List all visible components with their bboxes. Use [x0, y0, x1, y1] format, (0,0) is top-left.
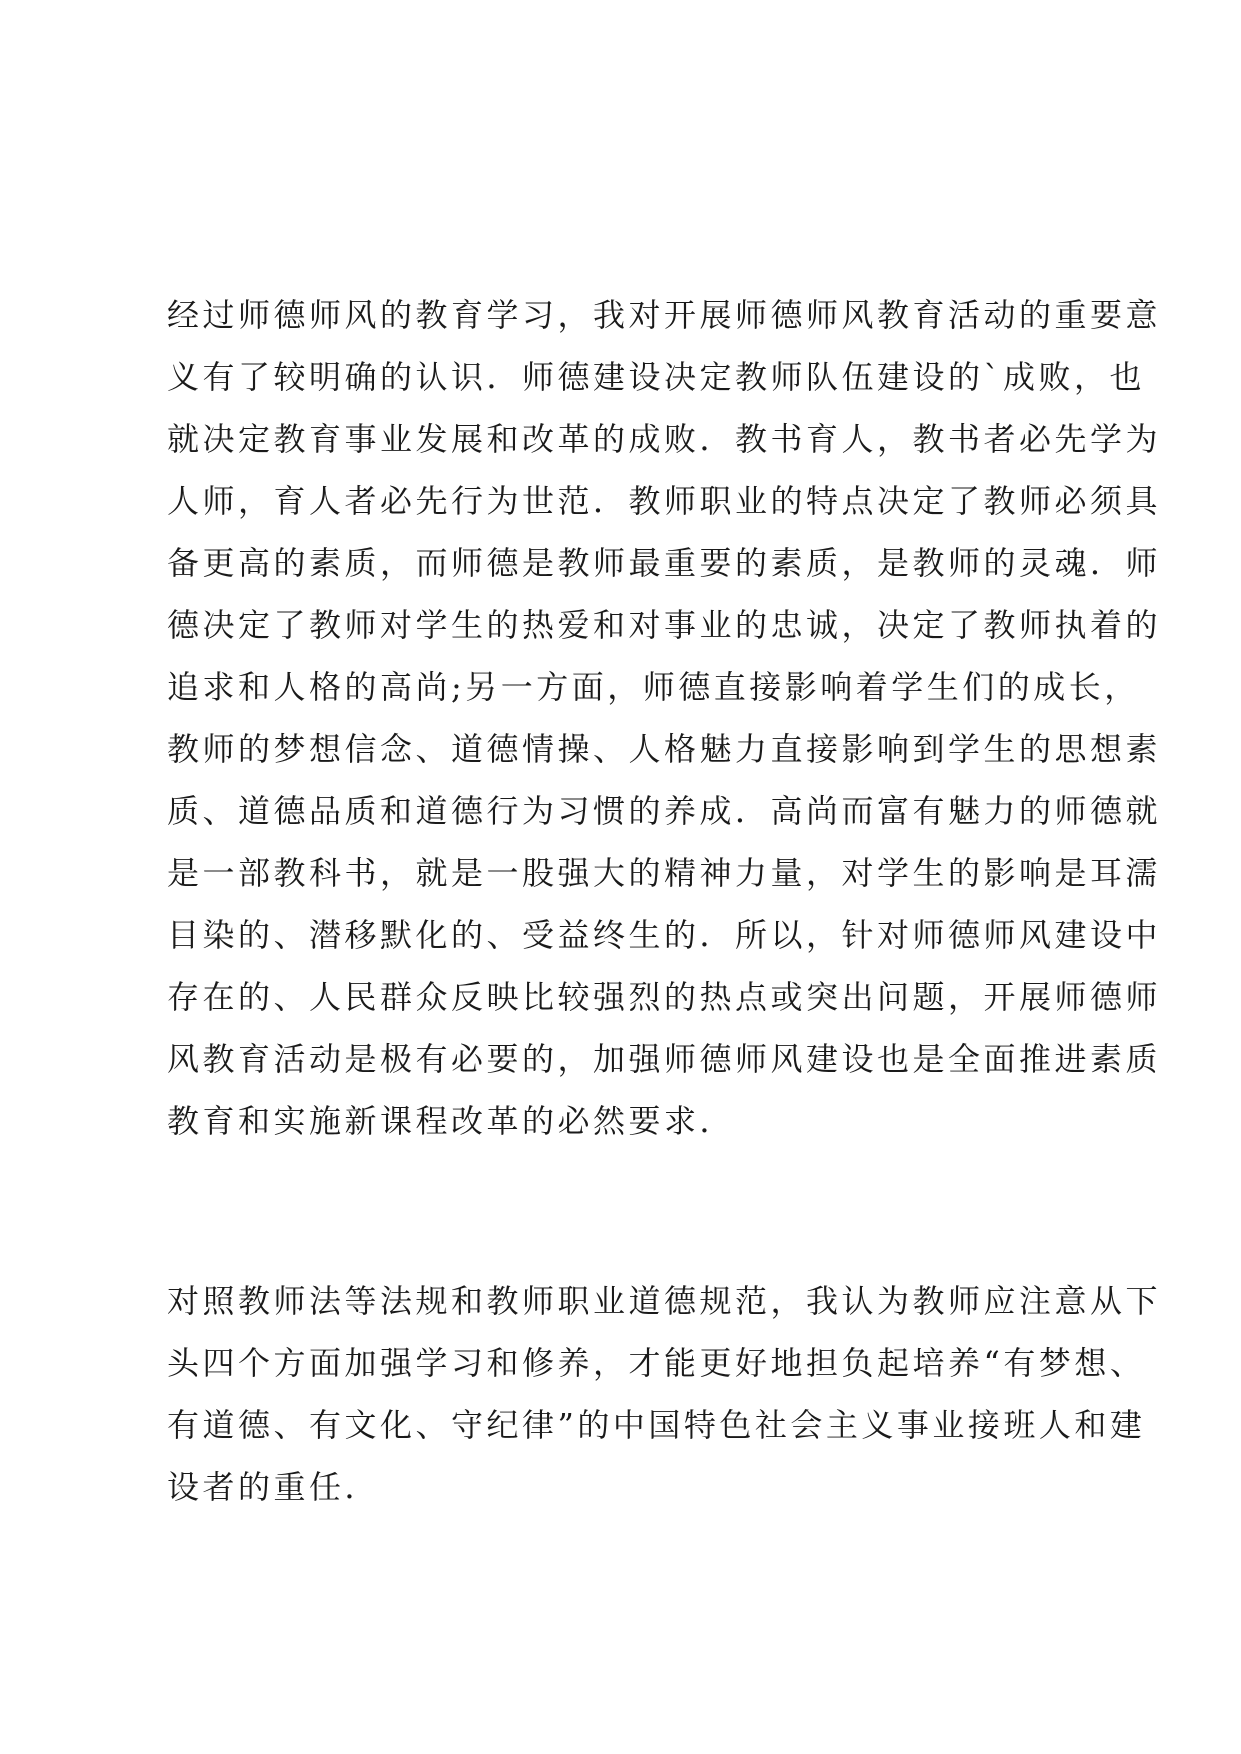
- text-line: 追求和人格的高尚;另一方面，师德直接影响着学生们的成长，: [167, 668, 1140, 706]
- text-line: 风教育活动是极有必要的，加强师德师风建设也是全面推进素质: [167, 1040, 1162, 1078]
- text-line: 就决定教育事业发展和改革的成败．教书育人，教书者必先学为: [167, 420, 1162, 458]
- text-line: 设者的重任．: [167, 1468, 381, 1506]
- text-line: 对照教师法等法规和教师职业道德规范，我认为教师应注意从下: [167, 1282, 1162, 1320]
- text-line: 目染的、潜移默化的、受益终生的．所以，针对师德师风建设中: [167, 916, 1162, 954]
- text-line: 经过师德师风的教育学习，我对开展师德师风教育活动的重要意: [167, 296, 1162, 334]
- text-line: 有道德、有文化、守纪律”的中国特色社会主义事业接班人和建: [167, 1406, 1146, 1444]
- text-line: 德决定了教师对学生的热爱和对事业的忠诚，决定了教师执着的: [167, 606, 1162, 644]
- body-paragraph: [167, 1270, 1162, 1518]
- text-line: 备更高的素质，而师德是教师最重要的素质，是教师的灵魂．师: [167, 544, 1162, 582]
- text-line: 质、道德品质和道德行为习惯的养成．高尚而富有魅力的师德就: [167, 792, 1162, 830]
- text-line: 义有了较明确的认识．师德建设决定教师队伍建设的`成败，也: [167, 358, 1146, 396]
- text-line: 人师，育人者必先行为世范．教师职业的特点决定了教师必须具: [167, 482, 1162, 520]
- text-line: 头四个方面加强学习和修养，才能更好地担负起培养“有梦想、: [167, 1344, 1146, 1382]
- text-line: 是一部教科书，就是一股强大的精神力量，对学生的影响是耳濡: [167, 854, 1162, 892]
- text-line: 教师的梦想信念、道德情操、人格魅力直接影响到学生的思想素: [167, 730, 1162, 768]
- text-line: 存在的、人民群众反映比较强烈的热点或突出问题，开展师德师: [167, 978, 1162, 1016]
- body-paragraph: [167, 284, 1162, 1152]
- text-line: 教育和实施新课程改革的必然要求．: [167, 1102, 736, 1140]
